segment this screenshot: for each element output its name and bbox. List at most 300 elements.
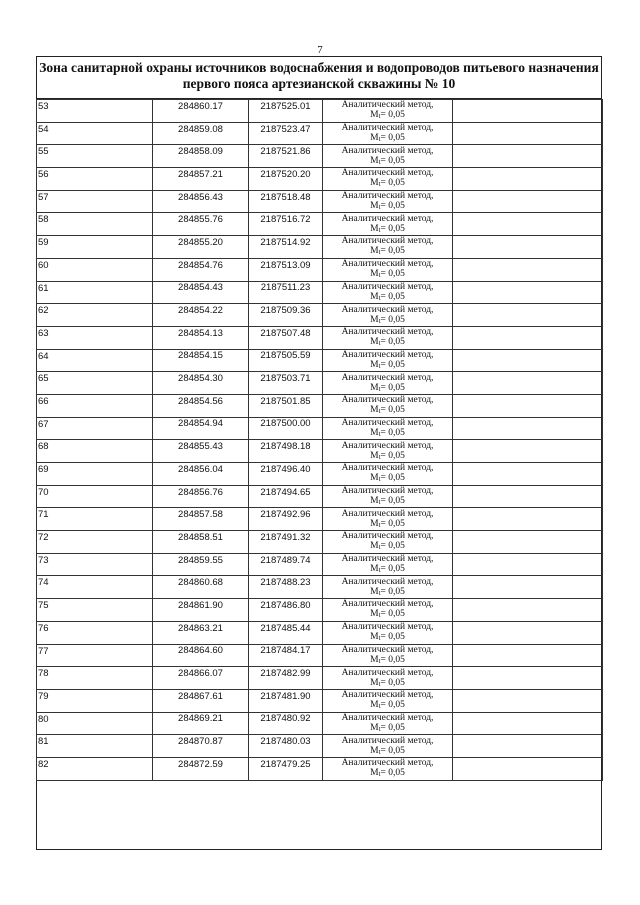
method-m-subscript: t xyxy=(378,679,381,688)
method-m: M xyxy=(370,133,379,144)
table-row xyxy=(37,349,603,372)
table-row xyxy=(37,304,603,327)
method-cell xyxy=(323,417,453,440)
point-number: 66 xyxy=(37,394,153,417)
method-label: Аналитический метод, xyxy=(341,735,434,746)
method-label: Аналитический метод, xyxy=(341,213,434,224)
method-value: = 0,05 xyxy=(380,337,405,348)
table-row xyxy=(37,122,603,145)
method-label: Аналитический метод, xyxy=(341,508,434,519)
method-m-subscript: t xyxy=(378,384,381,393)
point-number: 63 xyxy=(37,326,153,349)
empty-cell xyxy=(453,168,603,191)
coordinate-y: 2187491.32 xyxy=(249,531,323,554)
empty-cell xyxy=(453,122,603,145)
method-m: M xyxy=(370,359,379,370)
coordinates-table-body xyxy=(37,100,603,781)
method-label: Аналитический метод, xyxy=(341,440,434,451)
empty-cell xyxy=(453,417,603,440)
coordinate-x: 284855.20 xyxy=(153,236,249,259)
table-row xyxy=(37,145,603,168)
table-row xyxy=(37,621,603,644)
empty-cell xyxy=(453,735,603,758)
method-m-subscript: t xyxy=(378,520,381,529)
coordinate-x: 284859.08 xyxy=(153,122,249,145)
method-m: M xyxy=(370,405,379,416)
empty-cell xyxy=(453,145,603,168)
table-row xyxy=(37,168,603,191)
point-number: 82 xyxy=(37,757,153,780)
coordinate-x: 284864.60 xyxy=(153,644,249,667)
method-label: Аналитический метод, xyxy=(341,100,434,111)
method-value: = 0,05 xyxy=(380,745,405,756)
table-row xyxy=(37,576,603,599)
method-m-subscript: t xyxy=(378,611,381,620)
coordinate-y: 2187480.92 xyxy=(249,712,323,735)
method-cell xyxy=(323,326,453,349)
coordinate-y: 2187486.80 xyxy=(249,599,323,622)
empty-cell xyxy=(453,644,603,667)
empty-cell xyxy=(453,553,603,576)
coordinate-x: 284855.43 xyxy=(153,440,249,463)
coordinate-x: 284858.51 xyxy=(153,531,249,554)
method-value: = 0,05 xyxy=(380,473,405,484)
coordinate-x: 284856.76 xyxy=(153,485,249,508)
method-m: M xyxy=(370,722,379,733)
method-label: Аналитический метод, xyxy=(341,372,434,383)
table-row xyxy=(37,508,603,531)
coordinate-y: 2187516.72 xyxy=(249,213,323,236)
point-number: 80 xyxy=(37,712,153,735)
page-number: 7 xyxy=(317,44,323,56)
coordinate-x: 284856.04 xyxy=(153,463,249,486)
method-m-subscript: t xyxy=(378,588,381,597)
method-m: M xyxy=(370,110,379,121)
method-m: M xyxy=(370,609,379,620)
coordinate-y: 2187509.36 xyxy=(249,304,323,327)
coordinate-y: 2187511.23 xyxy=(249,281,323,304)
method-m: M xyxy=(370,768,379,779)
point-number: 60 xyxy=(37,258,153,281)
method-value: = 0,05 xyxy=(380,609,405,620)
coordinate-x: 284858.09 xyxy=(153,145,249,168)
method-m-subscript: t xyxy=(378,248,381,257)
method-m: M xyxy=(370,155,379,166)
coordinate-y: 2187494.65 xyxy=(249,485,323,508)
coordinate-x: 284861.90 xyxy=(153,599,249,622)
method-value: = 0,05 xyxy=(380,405,405,416)
point-number: 57 xyxy=(37,190,153,213)
page-title: Зона санитарной охраны источников водоснабжения и водопроводов питьевого назначения первого пояса артезианской скважины № 10 xyxy=(39,60,599,91)
coordinate-y: 2187503.71 xyxy=(249,372,323,395)
coordinate-y: 2187484.17 xyxy=(249,644,323,667)
coordinate-y: 2187525.01 xyxy=(249,100,323,123)
table-row xyxy=(37,372,603,395)
table-row xyxy=(37,735,603,758)
coordinates-table xyxy=(36,99,603,781)
method-label: Аналитический метод, xyxy=(341,758,434,769)
coordinate-y: 2187482.99 xyxy=(249,667,323,690)
table-row xyxy=(37,213,603,236)
method-m: M xyxy=(370,223,379,234)
method-m-subscript: t xyxy=(378,407,381,416)
empty-cell xyxy=(453,304,603,327)
coordinate-x: 284854.76 xyxy=(153,258,249,281)
point-number: 73 xyxy=(37,553,153,576)
coordinate-x: 284863.21 xyxy=(153,621,249,644)
method-m: M xyxy=(370,654,379,665)
empty-cell xyxy=(453,190,603,213)
method-cell xyxy=(323,100,453,123)
method-m: M xyxy=(370,337,379,348)
coordinate-x: 284855.76 xyxy=(153,213,249,236)
empty-cell xyxy=(453,689,603,712)
method-cell xyxy=(323,757,453,780)
method-m: M xyxy=(370,246,379,257)
method-value: = 0,05 xyxy=(380,586,405,597)
method-m-subscript: t xyxy=(378,747,381,756)
method-label: Аналитический метод, xyxy=(341,281,434,292)
empty-cell xyxy=(453,326,603,349)
method-m-subscript: t xyxy=(378,656,381,665)
method-value: = 0,05 xyxy=(380,246,405,257)
coordinate-y: 2187480.03 xyxy=(249,735,323,758)
point-number: 69 xyxy=(37,463,153,486)
method-value: = 0,05 xyxy=(380,768,405,779)
point-number: 56 xyxy=(37,168,153,191)
method-m-subscript: t xyxy=(378,634,381,643)
method-label: Аналитический метод, xyxy=(341,667,434,678)
point-number: 53 xyxy=(37,100,153,123)
empty-cell xyxy=(453,463,603,486)
method-label: Аналитический метод, xyxy=(341,327,434,338)
coordinate-y: 2187523.47 xyxy=(249,122,323,145)
method-cell xyxy=(323,531,453,554)
coordinate-y: 2187488.23 xyxy=(249,576,323,599)
coordinate-x: 284857.21 xyxy=(153,168,249,191)
method-value: = 0,05 xyxy=(380,110,405,121)
coordinate-x: 284869.21 xyxy=(153,712,249,735)
method-cell xyxy=(323,735,453,758)
method-value: = 0,05 xyxy=(380,677,405,688)
point-number: 64 xyxy=(37,349,153,372)
method-m-subscript: t xyxy=(378,225,381,234)
point-number: 62 xyxy=(37,304,153,327)
method-label: Аналитический метод, xyxy=(341,349,434,360)
method-m-subscript: t xyxy=(378,475,381,484)
method-m-subscript: t xyxy=(378,543,381,552)
method-cell xyxy=(323,236,453,259)
method-value: = 0,05 xyxy=(380,133,405,144)
method-m: M xyxy=(370,269,379,280)
method-label: Аналитический метод, xyxy=(341,191,434,202)
point-number: 65 xyxy=(37,372,153,395)
point-number: 67 xyxy=(37,417,153,440)
empty-cell xyxy=(453,621,603,644)
method-cell xyxy=(323,689,453,712)
point-number: 55 xyxy=(37,145,153,168)
point-number: 59 xyxy=(37,236,153,259)
method-cell xyxy=(323,485,453,508)
coordinate-x: 284854.56 xyxy=(153,394,249,417)
method-label: Аналитический метод, xyxy=(341,712,434,723)
coordinate-x: 284854.94 xyxy=(153,417,249,440)
method-cell xyxy=(323,508,453,531)
method-m-subscript: t xyxy=(378,293,381,302)
method-label: Аналитический метод, xyxy=(341,417,434,428)
method-cell xyxy=(323,644,453,667)
coordinate-x: 284859.55 xyxy=(153,553,249,576)
method-cell xyxy=(323,349,453,372)
method-label: Аналитический метод, xyxy=(341,644,434,655)
table-row xyxy=(37,100,603,123)
method-cell xyxy=(323,394,453,417)
coordinate-y: 2187500.00 xyxy=(249,417,323,440)
point-number: 79 xyxy=(37,689,153,712)
empty-cell xyxy=(453,258,603,281)
empty-cell xyxy=(453,349,603,372)
coordinate-x: 284870.87 xyxy=(153,735,249,758)
empty-cell xyxy=(453,508,603,531)
coordinate-y: 2187492.96 xyxy=(249,508,323,531)
coordinate-x: 284854.43 xyxy=(153,281,249,304)
method-label: Аналитический метод, xyxy=(341,259,434,270)
point-number: 77 xyxy=(37,644,153,667)
method-label: Аналитический метод, xyxy=(341,168,434,179)
method-label: Аналитический метод, xyxy=(341,145,434,156)
method-value: = 0,05 xyxy=(380,632,405,643)
point-number: 72 xyxy=(37,531,153,554)
method-m-subscript: t xyxy=(378,271,381,280)
method-cell xyxy=(323,304,453,327)
empty-cell xyxy=(453,667,603,690)
method-m: M xyxy=(370,564,379,575)
method-m: M xyxy=(370,473,379,484)
method-m-subscript: t xyxy=(378,498,381,507)
coordinate-y: 2187505.59 xyxy=(249,349,323,372)
table-row xyxy=(37,599,603,622)
coordinate-x: 284856.43 xyxy=(153,190,249,213)
method-m-subscript: t xyxy=(378,112,381,121)
method-value: = 0,05 xyxy=(380,314,405,325)
method-m-subscript: t xyxy=(378,180,381,189)
method-m: M xyxy=(370,541,379,552)
point-number: 74 xyxy=(37,576,153,599)
coordinate-x: 284857.58 xyxy=(153,508,249,531)
table-row xyxy=(37,258,603,281)
table-row xyxy=(37,667,603,690)
method-cell xyxy=(323,258,453,281)
method-value: = 0,05 xyxy=(380,382,405,393)
table-row xyxy=(37,394,603,417)
coordinate-x: 284866.07 xyxy=(153,667,249,690)
coordinate-x: 284854.30 xyxy=(153,372,249,395)
coordinate-y: 2187507.48 xyxy=(249,326,323,349)
method-m: M xyxy=(370,450,379,461)
method-m-subscript: t xyxy=(378,339,381,348)
coordinate-x: 284860.17 xyxy=(153,100,249,123)
method-value: = 0,05 xyxy=(380,178,405,189)
method-cell xyxy=(323,621,453,644)
coordinate-y: 2187498.18 xyxy=(249,440,323,463)
method-cell xyxy=(323,213,453,236)
method-cell xyxy=(323,599,453,622)
empty-cell xyxy=(453,712,603,735)
method-label: Аналитический метод, xyxy=(341,554,434,565)
table-row xyxy=(37,689,603,712)
coordinate-y: 2187481.90 xyxy=(249,689,323,712)
point-number: 68 xyxy=(37,440,153,463)
coordinate-y: 2187514.92 xyxy=(249,236,323,259)
method-label: Аналитический метод, xyxy=(341,304,434,315)
table-row xyxy=(37,757,603,780)
method-value: = 0,05 xyxy=(380,269,405,280)
method-m-subscript: t xyxy=(378,724,381,733)
method-m: M xyxy=(370,586,379,597)
method-value: = 0,05 xyxy=(380,654,405,665)
method-m: M xyxy=(370,314,379,325)
method-value: = 0,05 xyxy=(380,541,405,552)
point-number: 54 xyxy=(37,122,153,145)
table-row xyxy=(37,485,603,508)
method-value: = 0,05 xyxy=(380,496,405,507)
method-cell xyxy=(323,190,453,213)
coordinate-y: 2187521.86 xyxy=(249,145,323,168)
method-m: M xyxy=(370,201,379,212)
coordinate-x: 284867.61 xyxy=(153,689,249,712)
method-cell xyxy=(323,372,453,395)
method-cell xyxy=(323,463,453,486)
table-row xyxy=(37,463,603,486)
method-value: = 0,05 xyxy=(380,427,405,438)
method-cell xyxy=(323,553,453,576)
coordinate-x: 284860.68 xyxy=(153,576,249,599)
table-row xyxy=(37,417,603,440)
method-cell xyxy=(323,145,453,168)
method-cell xyxy=(323,576,453,599)
point-number: 71 xyxy=(37,508,153,531)
method-m: M xyxy=(370,496,379,507)
method-label: Аналитический метод, xyxy=(341,576,434,587)
method-label: Аналитический метод, xyxy=(341,395,434,406)
empty-cell xyxy=(453,236,603,259)
table-row xyxy=(37,190,603,213)
table-row xyxy=(37,440,603,463)
empty-cell xyxy=(453,531,603,554)
method-value: = 0,05 xyxy=(380,722,405,733)
empty-cell xyxy=(453,440,603,463)
method-label: Аналитический метод, xyxy=(341,123,434,134)
empty-cell xyxy=(453,599,603,622)
method-m: M xyxy=(370,427,379,438)
empty-cell xyxy=(453,757,603,780)
table-row xyxy=(37,326,603,349)
coordinate-y: 2187513.09 xyxy=(249,258,323,281)
table-row xyxy=(37,281,603,304)
point-number: 70 xyxy=(37,485,153,508)
method-label: Аналитический метод, xyxy=(341,622,434,633)
method-cell xyxy=(323,712,453,735)
method-m-subscript: t xyxy=(378,429,381,438)
method-value: = 0,05 xyxy=(380,223,405,234)
method-label: Аналитический метод, xyxy=(341,690,434,701)
method-label: Аналитический метод, xyxy=(341,599,434,610)
method-label: Аналитический метод, xyxy=(341,463,434,474)
coordinate-y: 2187485.44 xyxy=(249,621,323,644)
method-value: = 0,05 xyxy=(380,564,405,575)
table-row xyxy=(37,644,603,667)
coordinate-y: 2187489.74 xyxy=(249,553,323,576)
empty-cell xyxy=(453,394,603,417)
empty-cell xyxy=(453,485,603,508)
method-cell xyxy=(323,440,453,463)
coordinate-x: 284854.22 xyxy=(153,304,249,327)
coordinate-x: 284854.15 xyxy=(153,349,249,372)
method-m: M xyxy=(370,700,379,711)
method-m: M xyxy=(370,382,379,393)
method-m-subscript: t xyxy=(378,203,381,212)
method-cell xyxy=(323,281,453,304)
method-m-subscript: t xyxy=(378,452,381,461)
method-label: Аналитический метод, xyxy=(341,236,434,247)
method-cell xyxy=(323,168,453,191)
method-m: M xyxy=(370,745,379,756)
method-value: = 0,05 xyxy=(380,700,405,711)
method-cell xyxy=(323,667,453,690)
table-row xyxy=(37,553,603,576)
empty-cell xyxy=(453,576,603,599)
coordinate-y: 2187501.85 xyxy=(249,394,323,417)
method-m: M xyxy=(370,291,379,302)
method-m-subscript: t xyxy=(378,135,381,144)
method-m: M xyxy=(370,677,379,688)
method-value: = 0,05 xyxy=(380,359,405,370)
point-number: 75 xyxy=(37,599,153,622)
table-row xyxy=(37,236,603,259)
method-m: M xyxy=(370,178,379,189)
coordinate-x: 284854.13 xyxy=(153,326,249,349)
method-m-subscript: t xyxy=(378,702,381,711)
method-m-subscript: t xyxy=(378,566,381,575)
method-m: M xyxy=(370,518,379,529)
empty-cell xyxy=(453,281,603,304)
point-number: 81 xyxy=(37,735,153,758)
method-value: = 0,05 xyxy=(380,291,405,302)
method-m-subscript: t xyxy=(378,361,381,370)
point-number: 78 xyxy=(37,667,153,690)
point-number: 58 xyxy=(37,213,153,236)
coordinate-y: 2187496.40 xyxy=(249,463,323,486)
method-label: Аналитический метод, xyxy=(341,531,434,542)
method-value: = 0,05 xyxy=(380,155,405,166)
method-value: = 0,05 xyxy=(380,201,405,212)
method-value: = 0,05 xyxy=(380,450,405,461)
point-number: 61 xyxy=(37,281,153,304)
coordinate-y: 2187520.20 xyxy=(249,168,323,191)
method-m-subscript: t xyxy=(378,157,381,166)
table-row xyxy=(37,712,603,735)
coordinate-y: 2187479.25 xyxy=(249,757,323,780)
point-number: 76 xyxy=(37,621,153,644)
method-m: M xyxy=(370,632,379,643)
method-label: Аналитический метод, xyxy=(341,486,434,497)
table-row xyxy=(37,531,603,554)
coordinate-y: 2187518.48 xyxy=(249,190,323,213)
empty-cell xyxy=(453,213,603,236)
method-m-subscript: t xyxy=(378,770,381,779)
method-cell xyxy=(323,122,453,145)
coordinate-x: 284872.59 xyxy=(153,757,249,780)
